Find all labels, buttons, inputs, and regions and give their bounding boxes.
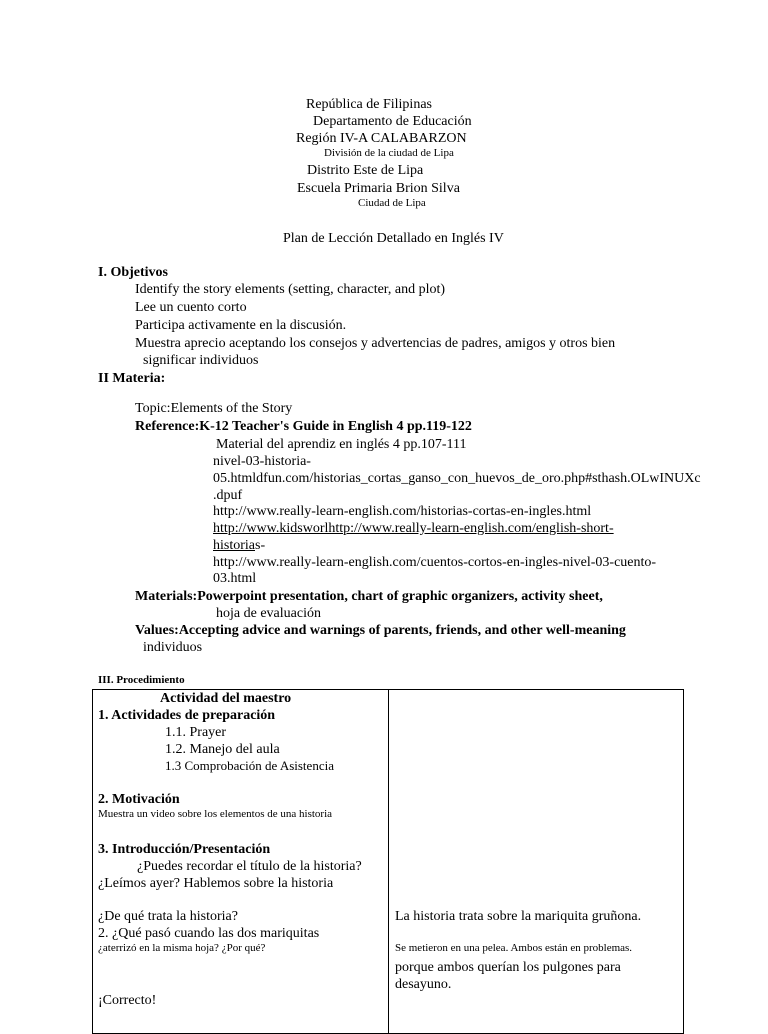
- values-continuation: individuos: [143, 640, 203, 655]
- reference-line: http://www.really-learn-english.com/historias-cortas-en-ingles.html: [213, 504, 592, 519]
- motivation-text: Muestra un video sobre los elementos de una historia: [98, 808, 333, 820]
- materials-item: [122, 588, 603, 605]
- reference-item: [122, 418, 472, 435]
- section-introduction: 3. Introducción/Presentación: [98, 842, 271, 857]
- reference-line: http://www.really-learn-english.com/cuentos-cortos-en-ingles-nivel-03-cuento-: [213, 555, 657, 570]
- reference-link-cont: [213, 537, 265, 554]
- table-column-divider: [388, 690, 389, 1033]
- header-school: Escuela Primaria Brion Silva: [297, 181, 460, 196]
- objective-text: Participa activamente en la discusión.: [135, 318, 347, 333]
- objective-item: [122, 299, 247, 316]
- topic-text: Topic:Elements of the Story: [135, 401, 293, 416]
- section-motivation: 2. Motivación: [98, 792, 180, 807]
- prep-item: 1.1. Prayer: [165, 725, 227, 740]
- objective-item: [122, 317, 346, 334]
- header-division: División de la ciudad de Lipa: [324, 147, 454, 159]
- teacher-question: 2. ¿Qué pasó cuando las dos mariquitas: [98, 926, 320, 941]
- reference-line: nivel-03-historia-: [213, 454, 311, 469]
- teacher-question: ¿Leímos ayer? Hablemos sobre la historia: [98, 876, 334, 891]
- prep-item: 1.2. Manejo del aula: [165, 742, 280, 757]
- header-republic: República de Filipinas: [306, 97, 432, 112]
- lesson-plan-title: Plan de Lección Detallado en Inglés IV: [283, 231, 504, 246]
- header-city: Ciudad de Lipa: [358, 197, 426, 209]
- materia-heading: II Materia:: [98, 371, 166, 386]
- teacher-question-continuation: ¿aterrizó en la misma hoja? ¿Por qué?: [98, 942, 266, 954]
- header-district: Distrito Este de Lipa: [307, 163, 424, 178]
- section-preparation: 1. Actividades de preparación: [98, 708, 276, 723]
- reference-line: 03.html: [213, 571, 257, 586]
- objective-continuation: significar individuos: [143, 353, 259, 368]
- student-answer: porque ambos querían los pulgones para: [395, 960, 621, 975]
- teacher-feedback: ¡Correcto!: [98, 993, 157, 1008]
- objective-item: [122, 281, 445, 298]
- objective-text: Muestra aprecio aceptando los consejos y advertencias de padres, amigos y otros bien: [135, 336, 616, 351]
- student-answer-continuation: desayuno.: [395, 977, 452, 992]
- header-department: Departamento de Educación: [313, 114, 472, 129]
- reference-text: Reference:K-12 Teacher's Guide in English 4 pp.119-122: [135, 419, 472, 434]
- teacher-question: ¿Puedes recordar el título de la historia?: [137, 859, 362, 874]
- reference-line: 05.htmldfun.com/historias_cortas_ganso_con_huevos_de_oro.php#sthash.OLwINUXc: [213, 471, 701, 486]
- reference-line: Material del aprendiz en inglés 4 pp.107-111: [216, 437, 467, 452]
- student-answer: Se metieron en una pelea. Ambos están en problemas.: [395, 942, 633, 954]
- objective-item: [122, 335, 615, 352]
- objective-text: Lee un cuento corto: [135, 300, 247, 315]
- objective-text: Identify the story elements (setting, character, and plot): [135, 282, 446, 297]
- student-answer: La historia trata sobre la mariquita gruñona.: [395, 909, 642, 924]
- procedure-heading: III. Procedimiento: [98, 674, 185, 686]
- teacher-question: ¿De qué trata la historia?: [98, 909, 238, 924]
- objectives-heading: I. Objetivos: [98, 265, 168, 280]
- reference-link-tail: s-: [255, 538, 266, 553]
- values-item: [122, 622, 626, 639]
- values-text: Values:Accepting advice and warnings of parents, friends, and other well-meaning: [135, 623, 626, 638]
- topic-item: [122, 400, 292, 417]
- reference-link-word[interactable]: historia: [213, 538, 255, 553]
- materials-text: Materials:Powerpoint presentation, chart of graphic organizers, activity sheet,: [135, 589, 603, 604]
- materials-continuation: hoja de evaluación: [216, 606, 321, 621]
- header-region: Región IV-A CALABARZON: [296, 131, 467, 146]
- reference-link[interactable]: http://www.kidsworlhttp://www.really-learn-english.com/english-short-: [213, 521, 614, 536]
- reference-line: .dpuf: [213, 488, 243, 503]
- table-header-teacher: Actividad del maestro: [160, 691, 292, 706]
- prep-item: 1.3 Comprobación de Asistencia: [165, 758, 334, 773]
